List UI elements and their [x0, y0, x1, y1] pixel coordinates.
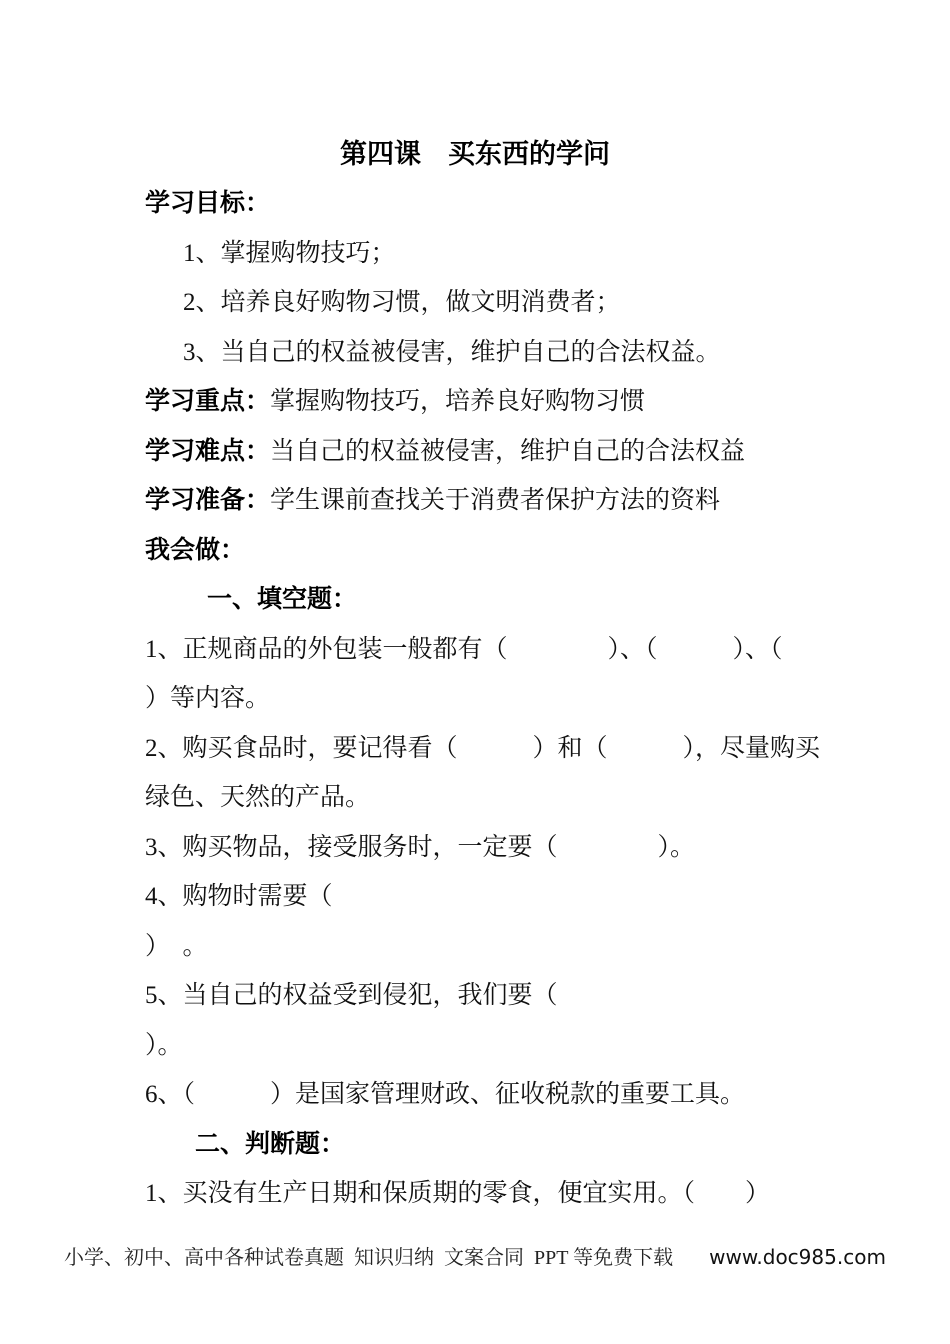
objective-item: 2、培养良好购物习惯，做文明消费者； — [183, 289, 621, 317]
fill-blank-question-line: ） 。 — [145, 932, 208, 960]
document-title: 第四课 买东西的学问 — [340, 139, 610, 170]
objective-item: 3、当自己的权益被侵害，维护自己的合法权益。 — [183, 338, 721, 366]
fill-blank-question-line: 3、购买物品，接受服务时，一定要（ ）。 — [145, 833, 696, 861]
key-point-label: 学习重点： — [145, 388, 271, 416]
fill-blank-question-line: 绿色、天然的产品。 — [145, 784, 371, 812]
footer-site-link[interactable]: www.doc985.com — [709, 1245, 886, 1269]
fill-blank-question-line: 1、正规商品的外包装一般都有（ ）、（ ）、（ — [145, 635, 783, 663]
judgement-question-line: 1、买没有生产日期和保质期的零食，便宜实用。（ ） — [145, 1180, 771, 1208]
difficulty-text: 当自己的权益被侵害，维护自己的合法权益 — [270, 437, 746, 465]
key-point-line — [145, 375, 805, 425]
fill-blank-question-line: 2、购买食品时，要记得看（ ）和（ ），尽量购买 — [145, 734, 821, 762]
objective-item: 1、掌握购物技巧； — [183, 239, 396, 267]
section-fill-blank-heading: 一、填空题： — [207, 586, 358, 614]
section-judgement-heading: 二、判断题： — [195, 1130, 346, 1158]
preparation-line — [145, 474, 805, 524]
difficulty-line — [145, 424, 805, 474]
objectives-heading: 学习目标： — [145, 190, 271, 218]
key-point-text: 掌握购物技巧，培养良好购物习惯 — [270, 388, 646, 416]
document-body — [145, 127, 821, 1216]
preparation-label: 学习准备： — [145, 487, 271, 515]
page-footer — [0, 1241, 950, 1270]
fill-blank-question-line: 5、当自己的权益受到侵犯，我们要（ — [145, 982, 558, 1010]
fill-blank-question-line: ）等内容。 — [145, 685, 271, 713]
difficulty-label: 学习难点： — [145, 437, 271, 465]
footer-text: 小学、初中、高中各种试卷真题 知识归纳 文案合同 PPT 等免费下载 — [64, 1247, 674, 1269]
fill-blank-question-line: 4、购物时需要（ — [145, 883, 333, 911]
preparation-text: 学生课前查找关于消费者保护方法的资料 — [270, 487, 721, 515]
fill-blank-question-line: ）。 — [145, 1031, 183, 1059]
practice-heading: 我会做： — [145, 536, 246, 564]
fill-blank-question-line: 6、（ ）是国家管理财政、征收税款的重要工具。 — [145, 1081, 746, 1109]
